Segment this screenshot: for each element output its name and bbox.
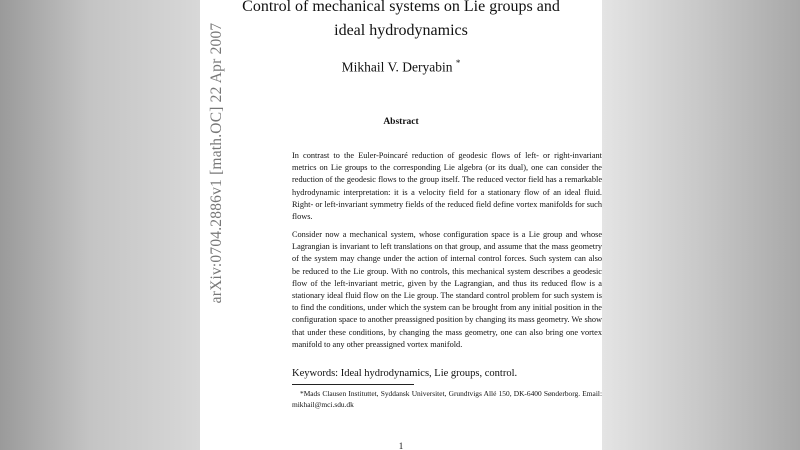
- author: [200, 58, 602, 76]
- arxiv-stamp-text: arXiv:0704.2886v1 [math.OC] 22 Apr 2007: [208, 22, 225, 304]
- background-right: [602, 0, 800, 450]
- footnote-rule: [292, 384, 414, 385]
- arxiv-stamp: [192, 8, 242, 318]
- abstract-paragraph-2: Consider now a mechanical system, whose configuration space is a Lie group and whose Lagrangian is invariant to left translations on that group, and assume that the mass geometry of the system may change under the action of internal control forces. Such system can also be reduced to the Lie group. With no controls, this mechanical system describes a geodesic flow of the left-invariant metric, given by the Lagrangian, and thus its reduced flow is a stationary ideal fluid flow on the Lie group. The standard control problem for such system is to find the conditions, under which the system can be brought from any initial position in the configuration space to another preassigned position by changing its mass geometry. We show that under these conditions, by changing the mass geometry, one can also bring one vortex manifold to any other preassigned vortex manifold.: [292, 230, 602, 349]
- abstract-paragraph-1: In contrast to the Euler-Poincaré reduction of geodesic flows of left- or right-invariant metrics on Lie groups to the corresponding Lie algebra (or its dual), one can consider the reduction of the geodesic flows to the group itself. The reduced vector field has a remarkable hydrodynamic interpretation: it is a velocity field for a stationary flow of an ideal fluid. Right- or left-invariant symmetry fields of the reduced field define vortex manifolds for such flows.: [292, 151, 602, 222]
- page-number: 1: [398, 441, 404, 450]
- abstract-heading: Abstract: [383, 117, 419, 127]
- author-footnote-mark: *: [455, 58, 461, 68]
- keywords: Keywords: Ideal hydrodynamics, Lie groups, control.: [292, 368, 518, 379]
- background-left: [0, 0, 200, 450]
- paper-title: [200, 0, 602, 43]
- title-line-2: ideal hydrodynamics: [334, 22, 468, 39]
- footnote: *Mads Clausen Instituttet, Syddansk Universitet, Grundtvigs Allé 150, DK-6400 Sønderborg. Email: mikhail@mci.sdu.dk: [292, 389, 602, 409]
- paper-page: [200, 0, 602, 450]
- title-line-1: Control of mechanical systems on Lie groups and: [242, 0, 560, 15]
- author-name: Mikhail V. Deryabin: [341, 59, 453, 75]
